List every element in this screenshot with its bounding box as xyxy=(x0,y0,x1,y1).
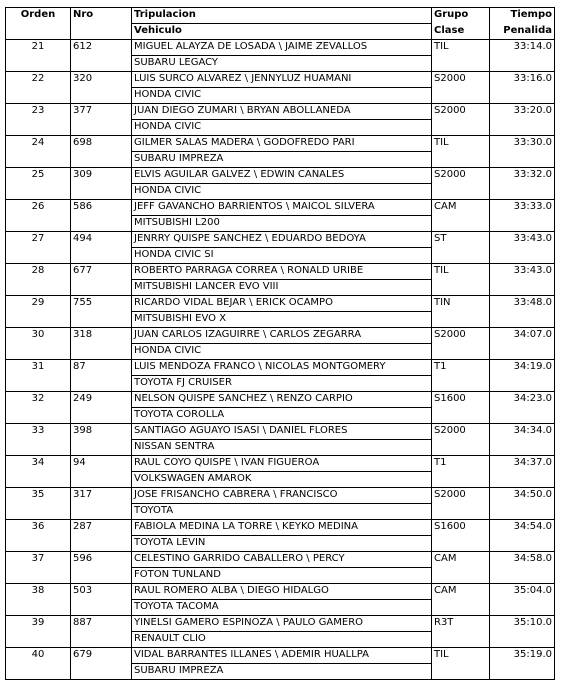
clase-spacer xyxy=(432,280,490,296)
vehicle-cell: VOLKSWAGEN AMAROK xyxy=(132,472,432,488)
crew-cell: JENRRY QUISPE SANCHEZ \ EDUARDO BEDOYA xyxy=(132,232,432,248)
nro-cell: 94 xyxy=(71,456,132,472)
orden-cell: 24 xyxy=(6,136,71,152)
orden-cell: 36 xyxy=(6,520,71,536)
tiempo-spacer xyxy=(490,376,555,392)
crew-cell: RAUL COYO QUISPE \ IVAN FIGUEROA xyxy=(132,456,432,472)
header-penalida: Penalida xyxy=(490,24,555,40)
result-row-vehicle xyxy=(6,120,555,136)
tiempo-spacer xyxy=(490,568,555,584)
crew-cell: LUIS MENDOZA FRANCO \ NICOLAS MONTGOMERY xyxy=(132,360,432,376)
crew-cell: RAUL ROMERO ALBA \ DIEGO HIDALGO xyxy=(132,584,432,600)
nro-cell: 503 xyxy=(71,584,132,600)
result-row-vehicle xyxy=(6,184,555,200)
header-nro-spacer xyxy=(71,24,132,40)
crew-cell: JOSE FRISANCHO CABRERA \ FRANCISCO xyxy=(132,488,432,504)
vehicle-cell: MITSUBISHI EVO X xyxy=(132,312,432,328)
crew-cell: JUAN CARLOS IZAGUIRRE \ CARLOS ZEGARRA xyxy=(132,328,432,344)
vehicle-cell: MITSUBISHI L200 xyxy=(132,216,432,232)
result-row xyxy=(6,584,555,600)
tiempo-spacer xyxy=(490,472,555,488)
result-row xyxy=(6,552,555,568)
nro-spacer xyxy=(71,664,132,680)
nro-spacer xyxy=(71,408,132,424)
grupo-cell: S2000 xyxy=(432,72,490,88)
crew-cell: LUIS SURCO ALVAREZ \ JENNYLUZ HUAMANI xyxy=(132,72,432,88)
orden-spacer xyxy=(6,280,71,296)
tiempo-spacer xyxy=(490,280,555,296)
header-vehiculo: Vehiculo xyxy=(132,24,432,40)
crew-cell: VIDAL BARRANTES ILLANES \ ADEMIR HUALLPA xyxy=(132,648,432,664)
result-row-vehicle xyxy=(6,152,555,168)
vehicle-cell: TOYOTA xyxy=(132,504,432,520)
clase-spacer xyxy=(432,312,490,328)
crew-cell: MIGUEL ALAYZA DE LOSADA \ JAIME ZEVALLOS xyxy=(132,40,432,56)
nro-cell: 698 xyxy=(71,136,132,152)
vehicle-cell: TOYOTA LEVIN xyxy=(132,536,432,552)
tiempo-spacer xyxy=(490,536,555,552)
nro-spacer xyxy=(71,88,132,104)
tiempo-cell: 34:34.0 xyxy=(490,424,555,440)
nro-spacer xyxy=(71,536,132,552)
clase-spacer xyxy=(432,504,490,520)
grupo-cell: TIL xyxy=(432,264,490,280)
vehicle-cell: SUBARU IMPREZA xyxy=(132,664,432,680)
result-row xyxy=(6,488,555,504)
header-clase: Clase xyxy=(432,24,490,40)
tiempo-cell: 34:58.0 xyxy=(490,552,555,568)
header-row-top xyxy=(6,8,555,24)
nro-cell: 249 xyxy=(71,392,132,408)
nro-spacer xyxy=(71,216,132,232)
grupo-cell: S2000 xyxy=(432,168,490,184)
tiempo-cell: 33:43.0 xyxy=(490,264,555,280)
result-row-vehicle xyxy=(6,248,555,264)
orden-cell: 30 xyxy=(6,328,71,344)
result-row xyxy=(6,648,555,664)
tiempo-spacer xyxy=(490,408,555,424)
nro-spacer xyxy=(71,504,132,520)
vehicle-cell: TOYOTA COROLLA xyxy=(132,408,432,424)
nro-spacer xyxy=(71,568,132,584)
header-row-bottom xyxy=(6,24,555,40)
result-row-vehicle xyxy=(6,568,555,584)
vehicle-cell: TOYOTA TACOMA xyxy=(132,600,432,616)
result-row xyxy=(6,424,555,440)
orden-cell: 26 xyxy=(6,200,71,216)
grupo-cell: CAM xyxy=(432,552,490,568)
crew-cell: CELESTINO GARRIDO CABALLERO \ PERCY xyxy=(132,552,432,568)
crew-cell: GILMER SALAS MADERA \ GODOFREDO PARI xyxy=(132,136,432,152)
result-row xyxy=(6,40,555,56)
result-row-vehicle xyxy=(6,344,555,360)
tiempo-spacer xyxy=(490,664,555,680)
result-row xyxy=(6,328,555,344)
orden-spacer xyxy=(6,344,71,360)
vehicle-cell: NISSAN SENTRA xyxy=(132,440,432,456)
orden-spacer xyxy=(6,88,71,104)
grupo-cell: S2000 xyxy=(432,488,490,504)
results-sheet xyxy=(5,7,554,680)
grupo-cell: CAM xyxy=(432,200,490,216)
result-row xyxy=(6,72,555,88)
grupo-cell: ST xyxy=(432,232,490,248)
tiempo-cell: 34:23.0 xyxy=(490,392,555,408)
vehicle-cell: HONDA CIVIC xyxy=(132,120,432,136)
result-row-vehicle xyxy=(6,312,555,328)
tiempo-cell: 35:10.0 xyxy=(490,616,555,632)
grupo-cell: S2000 xyxy=(432,104,490,120)
tiempo-cell: 33:16.0 xyxy=(490,72,555,88)
result-row-vehicle xyxy=(6,664,555,680)
results-body xyxy=(6,8,555,680)
nro-spacer xyxy=(71,632,132,648)
orden-spacer xyxy=(6,504,71,520)
vehicle-cell: HONDA CIVIC xyxy=(132,88,432,104)
nro-cell: 494 xyxy=(71,232,132,248)
tiempo-spacer xyxy=(490,632,555,648)
result-row xyxy=(6,264,555,280)
orden-spacer xyxy=(6,568,71,584)
clase-spacer xyxy=(432,120,490,136)
result-row xyxy=(6,296,555,312)
clase-spacer xyxy=(432,152,490,168)
header-tiempo: Tiempo xyxy=(490,8,555,24)
tiempo-cell: 34:50.0 xyxy=(490,488,555,504)
result-row-vehicle xyxy=(6,632,555,648)
orden-cell: 38 xyxy=(6,584,71,600)
tiempo-cell: 34:07.0 xyxy=(490,328,555,344)
result-row xyxy=(6,520,555,536)
clase-spacer xyxy=(432,248,490,264)
clase-spacer xyxy=(432,344,490,360)
vehicle-cell: SUBARU LEGACY xyxy=(132,56,432,72)
result-row xyxy=(6,392,555,408)
crew-cell: ELVIS AGUILAR GALVEZ \ EDWIN CANALES xyxy=(132,168,432,184)
tiempo-cell: 33:32.0 xyxy=(490,168,555,184)
result-row xyxy=(6,168,555,184)
orden-cell: 39 xyxy=(6,616,71,632)
tiempo-spacer xyxy=(490,344,555,360)
grupo-cell: TIL xyxy=(432,40,490,56)
tiempo-cell: 33:20.0 xyxy=(490,104,555,120)
nro-cell: 377 xyxy=(71,104,132,120)
tiempo-spacer xyxy=(490,152,555,168)
grupo-cell: TIL xyxy=(432,136,490,152)
nro-cell: 320 xyxy=(71,72,132,88)
vehicle-cell: TOYOTA FJ CRUISER xyxy=(132,376,432,392)
orden-cell: 25 xyxy=(6,168,71,184)
result-row-vehicle xyxy=(6,56,555,72)
orden-spacer xyxy=(6,376,71,392)
header-orden: Orden xyxy=(6,8,71,24)
nro-cell: 398 xyxy=(71,424,132,440)
nro-spacer xyxy=(71,472,132,488)
crew-cell: FABIOLA MEDINA LA TORRE \ KEYKO MEDINA xyxy=(132,520,432,536)
orden-spacer xyxy=(6,536,71,552)
tiempo-spacer xyxy=(490,184,555,200)
tiempo-cell: 33:30.0 xyxy=(490,136,555,152)
clase-spacer xyxy=(432,216,490,232)
orden-cell: 33 xyxy=(6,424,71,440)
orden-cell: 28 xyxy=(6,264,71,280)
tiempo-cell: 34:54.0 xyxy=(490,520,555,536)
tiempo-cell: 33:33.0 xyxy=(490,200,555,216)
orden-spacer xyxy=(6,56,71,72)
tiempo-spacer xyxy=(490,504,555,520)
nro-cell: 755 xyxy=(71,296,132,312)
result-row xyxy=(6,200,555,216)
orden-spacer xyxy=(6,600,71,616)
results-table xyxy=(5,7,555,680)
crew-cell: YINELSI GAMERO ESPINOZA \ PAULO GAMERO xyxy=(132,616,432,632)
orden-cell: 27 xyxy=(6,232,71,248)
orden-cell: 40 xyxy=(6,648,71,664)
nro-spacer xyxy=(71,376,132,392)
grupo-cell: CAM xyxy=(432,584,490,600)
orden-spacer xyxy=(6,184,71,200)
nro-spacer xyxy=(71,184,132,200)
nro-spacer xyxy=(71,248,132,264)
clase-spacer xyxy=(432,664,490,680)
grupo-cell: R3T xyxy=(432,616,490,632)
crew-cell: ROBERTO PARRAGA CORREA \ RONALD URIBE xyxy=(132,264,432,280)
tiempo-spacer xyxy=(490,120,555,136)
orden-spacer xyxy=(6,216,71,232)
clase-spacer xyxy=(432,440,490,456)
nro-cell: 887 xyxy=(71,616,132,632)
nro-spacer xyxy=(71,600,132,616)
crew-cell: JEFF GAVANCHO BARRIENTOS \ MAICOL SILVERA xyxy=(132,200,432,216)
orden-spacer xyxy=(6,248,71,264)
clase-spacer xyxy=(432,88,490,104)
nro-cell: 318 xyxy=(71,328,132,344)
orden-spacer xyxy=(6,472,71,488)
nro-spacer xyxy=(71,120,132,136)
vehicle-cell: HONDA CIVIC xyxy=(132,184,432,200)
result-row-vehicle xyxy=(6,280,555,296)
orden-cell: 32 xyxy=(6,392,71,408)
tiempo-spacer xyxy=(490,600,555,616)
orden-cell: 21 xyxy=(6,40,71,56)
orden-cell: 35 xyxy=(6,488,71,504)
orden-cell: 22 xyxy=(6,72,71,88)
grupo-cell: S1600 xyxy=(432,392,490,408)
result-row-vehicle xyxy=(6,600,555,616)
nro-cell: 586 xyxy=(71,200,132,216)
result-row xyxy=(6,456,555,472)
tiempo-spacer xyxy=(490,56,555,72)
clase-spacer xyxy=(432,600,490,616)
grupo-cell: S2000 xyxy=(432,424,490,440)
result-row xyxy=(6,104,555,120)
nro-cell: 596 xyxy=(71,552,132,568)
orden-spacer xyxy=(6,664,71,680)
grupo-cell: TIL xyxy=(432,648,490,664)
result-row-vehicle xyxy=(6,376,555,392)
nro-cell: 309 xyxy=(71,168,132,184)
crew-cell: SANTIAGO AGUAYO ISASI \ DANIEL FLORES xyxy=(132,424,432,440)
header-orden-spacer xyxy=(6,24,71,40)
nro-cell: 317 xyxy=(71,488,132,504)
orden-spacer xyxy=(6,152,71,168)
vehicle-cell: RENAULT CLIO xyxy=(132,632,432,648)
orden-cell: 37 xyxy=(6,552,71,568)
orden-spacer xyxy=(6,632,71,648)
grupo-cell: TIN xyxy=(432,296,490,312)
clase-spacer xyxy=(432,568,490,584)
grupo-cell: S1600 xyxy=(432,520,490,536)
orden-cell: 23 xyxy=(6,104,71,120)
result-row-vehicle xyxy=(6,88,555,104)
nro-spacer xyxy=(71,280,132,296)
nro-cell: 679 xyxy=(71,648,132,664)
nro-spacer xyxy=(71,312,132,328)
result-row xyxy=(6,136,555,152)
tiempo-cell: 35:04.0 xyxy=(490,584,555,600)
nro-cell: 287 xyxy=(71,520,132,536)
crew-cell: NELSON QUISPE SANCHEZ \ RENZO CARPIO xyxy=(132,392,432,408)
header-nro: Nro xyxy=(71,8,132,24)
nro-spacer xyxy=(71,344,132,360)
tiempo-cell: 34:37.0 xyxy=(490,456,555,472)
grupo-cell: T1 xyxy=(432,456,490,472)
orden-cell: 31 xyxy=(6,360,71,376)
result-row-vehicle xyxy=(6,440,555,456)
nro-cell: 677 xyxy=(71,264,132,280)
tiempo-spacer xyxy=(490,216,555,232)
clase-spacer xyxy=(432,632,490,648)
result-row xyxy=(6,616,555,632)
header-tripulacion: Tripulacion xyxy=(132,8,432,24)
crew-cell: RICARDO VIDAL BEJAR \ ERICK OCAMPO xyxy=(132,296,432,312)
result-row-vehicle xyxy=(6,536,555,552)
tiempo-spacer xyxy=(490,312,555,328)
orden-cell: 34 xyxy=(6,456,71,472)
tiempo-spacer xyxy=(490,88,555,104)
result-row-vehicle xyxy=(6,504,555,520)
nro-spacer xyxy=(71,440,132,456)
nro-spacer xyxy=(71,152,132,168)
clase-spacer xyxy=(432,376,490,392)
tiempo-cell: 35:19.0 xyxy=(490,648,555,664)
tiempo-cell: 33:43.0 xyxy=(490,232,555,248)
orden-spacer xyxy=(6,120,71,136)
orden-spacer xyxy=(6,440,71,456)
vehicle-cell: FOTON TUNLAND xyxy=(132,568,432,584)
tiempo-spacer xyxy=(490,248,555,264)
tiempo-cell: 33:14.0 xyxy=(490,40,555,56)
clase-spacer xyxy=(432,184,490,200)
vehicle-cell: MITSUBISHI LANCER EVO VIII xyxy=(132,280,432,296)
tiempo-spacer xyxy=(490,440,555,456)
tiempo-cell: 34:19.0 xyxy=(490,360,555,376)
crew-cell: JUAN DIEGO ZUMARI \ BRYAN ABOLLANEDA xyxy=(132,104,432,120)
result-row-vehicle xyxy=(6,216,555,232)
tiempo-cell: 33:48.0 xyxy=(490,296,555,312)
vehicle-cell: SUBARU IMPREZA xyxy=(132,152,432,168)
result-row xyxy=(6,360,555,376)
vehicle-cell: HONDA CIVIC SI xyxy=(132,248,432,264)
result-row xyxy=(6,232,555,248)
clase-spacer xyxy=(432,408,490,424)
nro-cell: 87 xyxy=(71,360,132,376)
vehicle-cell: HONDA CIVIC xyxy=(132,344,432,360)
orden-cell: 29 xyxy=(6,296,71,312)
grupo-cell: S2000 xyxy=(432,328,490,344)
orden-spacer xyxy=(6,408,71,424)
orden-spacer xyxy=(6,312,71,328)
result-row-vehicle xyxy=(6,408,555,424)
clase-spacer xyxy=(432,56,490,72)
clase-spacer xyxy=(432,472,490,488)
header-grupo: Grupo xyxy=(432,8,490,24)
nro-spacer xyxy=(71,56,132,72)
nro-cell: 612 xyxy=(71,40,132,56)
result-row-vehicle xyxy=(6,472,555,488)
clase-spacer xyxy=(432,536,490,552)
grupo-cell: T1 xyxy=(432,360,490,376)
